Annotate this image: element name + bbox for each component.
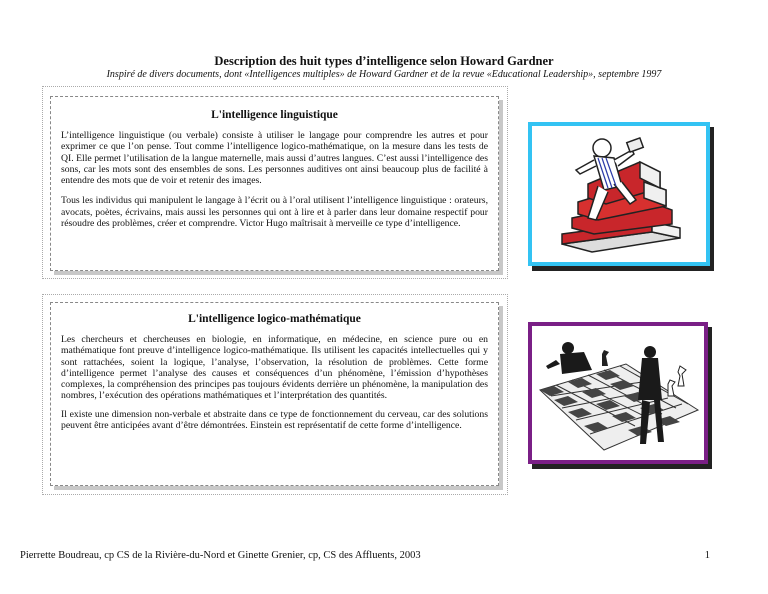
books-reader-illustration <box>528 122 710 266</box>
section1-paragraph2: Tous les individus qui manipulent le langage à l’écrit ou à l’oral utilisent l’intelligence linguistique : orateurs, avocats, poètes, écrivains, mais aussi les personnes qui ont à lire et à parler dans leur domaine respectif pour résoudre des problèmes, créer et comprendre. Victor Hugo maîtrisait à merveille ce type d’intelligence. <box>61 195 488 230</box>
section-linguistique <box>50 96 499 271</box>
section2-heading: L'intelligence logico-mathématique <box>188 313 361 325</box>
chess-players-icon <box>532 326 704 460</box>
chess-players-illustration <box>528 322 708 464</box>
books-reader-icon <box>532 126 706 262</box>
page-title: Description des huit types d’intelligence selon Howard Gardner <box>214 54 554 68</box>
section1-paragraph1: L’intelligence linguistique (ou verbale) consiste à utiliser le langage pour comprendre les autres et pour exprimer ce que l’on pense. Tout comme l’intelligence logico-mathématique, on la mesure dans les tests de QI. Elle permet l’utilisation de la langue maternelle, mais aussi d’autres langues. C’est aussi l’intelligence des sons, car les mots sont des ensembles de sons. Les personnes auditives ont ainsi beaucoup plus de facilité à entendre des mots que de voir et retenir des images. <box>61 130 488 187</box>
section-logico-mathematique <box>50 302 499 486</box>
footer-credits: Pierrette Boudreau, cp CS de la Rivière-du-Nord et Ginette Grenier, cp, CS des Affluents, 2003 <box>20 550 421 561</box>
section2-paragraph2: Il existe une dimension non-verbale et abstraite dans ce type de fonctionnement du cerveau, car des solutions peuvent être anticipées avant d’être démontrées. Einstein est représentatif de cette forme d’intelligence. <box>61 408 488 432</box>
page-number: 1 <box>704 550 710 561</box>
section2-paragraph1: Les chercheurs et chercheuses en biologie, en informatique, en médecine, en science pure ou en mathématique font preuve d’intelligence logico-mathématique. Ils utilisent les capacités intellectuelles qui y sont rattachées, soient la logique, l’analyse, l’observation, la résolution de problèmes. Cette forme d’intelligence permet l’analyse des causes et conséquences d’un phénomène, l’émission d’hypothèses complexes, la compréhension des principes pas toujours évidents derrière un phénomène, la manipulation des nombres, l’exécution des opérations mathématiques et l’interprétation des quantités. <box>61 334 488 402</box>
section1-heading: L'intelligence linguistique <box>211 109 338 121</box>
page-subtitle: Inspiré de divers documents, dont «Intelligences multiples» de Howard Gardner et de la revue «Educational Leadership», septembre 1997 <box>106 69 662 80</box>
